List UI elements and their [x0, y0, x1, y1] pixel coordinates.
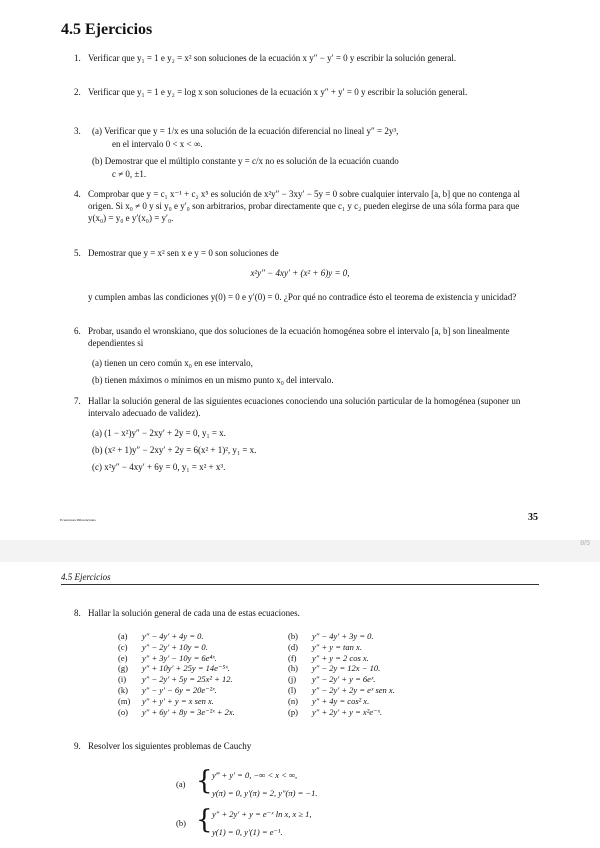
equation-row: [118, 663, 538, 674]
exercise-8-equations: [118, 631, 538, 717]
equation: y″ − 4y′ + 3y = 0.: [312, 631, 374, 641]
exercise-text: Verificar que y₁ = 1 e y₂ = x² son soluciones de la ecuación x y″ − y′ = 0 y escribir la solución general.: [88, 53, 457, 63]
cauchy-conditions: y(π) = 0, y′(π) = 2, y″(π) = −1.: [212, 788, 318, 798]
exercise-5: [74, 247, 524, 259]
equation-row: [118, 631, 538, 642]
exercise-text: Comprobar que y = c₁ x⁻¹ + c₂ x⁵ es solución de x²y″ − 3xy′ − 5y = 0 sobre cualquier intervalo [a, b] que no contenga al origen. Si x₀ ≠ 0 y si y₀ e y′₀ son arbitrarios, probar directamente que c₁ y c₂ pueden elegirse de una sóla forma para que y(x₀) = y₀ e y′(x₀) = y′₀.: [88, 189, 521, 223]
exercise-number: 8.: [74, 608, 81, 618]
item-label: (i): [118, 674, 127, 685]
header-rule: [61, 584, 539, 585]
exercise-text: Hallar la solución general de cada una de estas ecuaciones.: [88, 608, 300, 618]
exercise-6: [74, 325, 524, 349]
exercise-7a: (a) (1 − x²)y″ − 2xy′ + 2y = 0, y₁ = x.: [92, 428, 226, 438]
item-label: (m): [118, 695, 131, 706]
item-label: (f): [288, 652, 297, 663]
exercise-5-equation: x²y″ − 4xy′ + (x² + 6)y = 0,: [250, 268, 350, 278]
equation-row: [118, 707, 538, 718]
exercise-number: 4.: [74, 189, 81, 199]
equation: y″ + 6y′ + 8y = 3e⁻²ˣ + 2x.: [142, 706, 235, 717]
page-36: [0, 562, 600, 848]
item-label: (h): [288, 663, 298, 674]
page-indicator: 8/5: [580, 540, 590, 547]
equation-row: [118, 674, 538, 685]
page-number: 35: [528, 512, 538, 523]
equation: y″ − 2y′ + 2y = eˣ sen x.: [312, 684, 395, 695]
exercise-5-after: [74, 291, 524, 303]
left-brace-icon: {: [196, 766, 213, 796]
item-label: (a): [176, 779, 186, 789]
exercise-4: [74, 188, 524, 224]
item-label: (g): [118, 663, 128, 674]
footer-book-title: Ecuaciones Diferenciales.: [60, 518, 97, 522]
exercise-text: Hallar la solución general de las siguientes ecuaciones conociendo una solución particular de la homogénea (suponer un intervalo adecuado de validez).: [88, 396, 521, 418]
equation: y″ + 10y′ + 25y = 14e⁻⁵ˣ.: [142, 663, 230, 674]
exercise-text: Demostrar que y = x² sen x e y = 0 son soluciones de: [88, 248, 279, 258]
exercise-2: [74, 86, 524, 98]
equation: y″ + 3y′ − 10y = 6e⁴ˣ.: [142, 652, 217, 663]
exercise-number: 1.: [74, 53, 81, 63]
exercise-9: [74, 740, 524, 752]
exercise-number: 5.: [74, 248, 81, 258]
item-label: (j): [288, 674, 297, 685]
exercise-number: 9.: [74, 741, 81, 751]
exercise-3b-cont: c ≠ 0, ±1.: [112, 169, 147, 179]
equation: y″ + y = 2 cos x.: [312, 652, 369, 663]
exercise-6b: (b) tienen máximos o mínimos en un mismo punto x₀ del intervalo.: [92, 375, 334, 385]
left-brace-icon: {: [196, 805, 213, 835]
item-label: (a): [118, 631, 128, 641]
exercise-number: 3.: [74, 126, 81, 136]
item-label: (c): [118, 641, 128, 652]
exercise-8: [74, 607, 524, 619]
equation: y″ − 4y′ + 4y = 0.: [142, 631, 204, 641]
equation: y″ − 2y′ + 10y = 0.: [142, 641, 208, 652]
exercise-6a: (a) tienen un cero común x₀ en ese intervalo,: [92, 358, 253, 368]
item-label: (o): [118, 706, 128, 717]
item-label: (b): [176, 818, 186, 828]
running-header: 4.5 Ejercicios: [61, 572, 111, 582]
item-label: (d): [288, 641, 298, 652]
equation: y″ + 2y′ + y = x²e⁻ˣ.: [312, 706, 383, 717]
equation: y″ − 2y′ + y = 6eˣ.: [312, 674, 376, 685]
item-label: (k): [118, 684, 128, 695]
cauchy-equation: y″ + 2y′ + y = e⁻ˣ ln x, x ≥ 1,: [212, 809, 312, 819]
equation-row: [118, 685, 538, 696]
exercise-7c: (c) x²y″ − 4xy′ + 6y = 0, y₁ = x² + x³.: [92, 462, 226, 472]
exercise-3a: (a) Verificar que y = 1/x es una solución de la ecuación diferencial no lineal y″ = 2y³,: [92, 126, 399, 136]
item-label: (l): [288, 684, 297, 695]
item-label: (n): [288, 695, 298, 706]
section-title: 4.5 Ejercicios: [61, 21, 153, 38]
item-label: (p): [288, 706, 298, 717]
exercise-number: 7.: [74, 396, 81, 406]
exercise-3b: (b) Demostrar que el múltiplo constante y = c/x no es solución de la ecuación cuando: [92, 156, 399, 166]
cauchy-conditions: y(1) = 0, y′(1) = e⁻¹.: [212, 827, 283, 837]
exercise-text: Resolver los siguientes problemas de Cauchy: [88, 741, 252, 751]
equation-row: [118, 696, 538, 707]
item-label: (b): [288, 631, 298, 641]
exercise-text: Verificar que y₁ = 1 e y₂ = log x son soluciones de la ecuación x y″ + y′ = 0 y escribir la solución general.: [88, 87, 468, 97]
equation-row: [118, 653, 538, 664]
exercise-7: [74, 395, 524, 419]
equation: y″ − y′ − 6y = 20e⁻²ˣ.: [142, 684, 217, 695]
exercise-7b: (b) (x² + 1)y″ − 2xy′ + 2y = 6(x² + 1)², y₁ = x.: [92, 445, 257, 455]
exercise-number: 2.: [74, 87, 81, 97]
equation: y″ − 2y′ + 5y = 25x² + 12.: [142, 674, 233, 685]
equation: y″ − 2y = 12x − 10.: [312, 663, 381, 674]
exercise-1: [74, 52, 524, 64]
equation: y″ + y′ + y = x sen x.: [142, 695, 214, 706]
exercise-number: 6.: [74, 326, 81, 336]
item-label: (e): [118, 652, 128, 663]
cauchy-equation: y‴ + y′ = 0, −∞ < x < ∞,: [212, 770, 298, 780]
exercise-3a-cont: en el intervalo 0 < x < ∞.: [112, 139, 203, 149]
exercise-text: y cumplen ambas las condiciones y(0) = 0 e y′(0) = 0. ¿Por qué no contradice ésto el teorema de existencia y unicidad?: [88, 292, 517, 302]
equation: y″ + 4y = cos² x.: [312, 695, 370, 706]
exercise-text: Probar, usando el wronskiano, que dos soluciones de la ecuación homogénea sobre el intervalo [a, b] son linealmente dependientes si: [88, 326, 510, 348]
equation: y″ + y = tan x.: [312, 641, 362, 652]
equation-row: [118, 642, 538, 653]
